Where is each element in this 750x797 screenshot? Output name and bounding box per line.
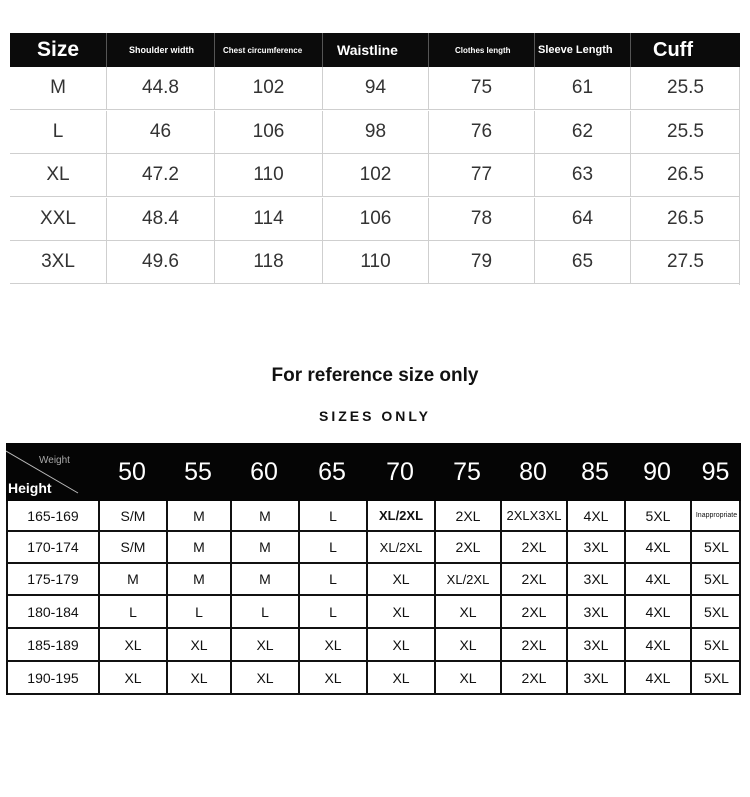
measurement-cell: 48.4 xyxy=(106,198,214,240)
measurement-cell: 77 xyxy=(428,154,534,196)
size-cell: 4XL xyxy=(624,629,690,660)
size-cell: 3XL xyxy=(566,596,624,627)
size-cell: XL/2XL xyxy=(366,501,434,530)
size-cell: M xyxy=(98,564,166,594)
measurement-cell: 76 xyxy=(428,111,534,153)
size-chart-row xyxy=(6,596,741,629)
measurement-cell: 102 xyxy=(322,154,428,196)
size-cell: XL xyxy=(366,564,434,594)
size-label-cell: XXL xyxy=(40,207,76,229)
size-cell: 5XL xyxy=(690,662,741,693)
measurement-cell: 62 xyxy=(534,111,630,153)
table-row xyxy=(10,154,740,197)
size-cell: 3XL xyxy=(566,532,624,562)
size-cell: 5XL xyxy=(690,629,741,660)
size-cell: XL/2XL xyxy=(434,564,500,594)
size-cell: 4XL xyxy=(566,501,624,530)
measurement-cell: 106 xyxy=(322,198,428,240)
measurement-cell: 64 xyxy=(534,198,630,240)
measurement-cell: 110 xyxy=(214,154,322,196)
height-range-cell: 180-184 xyxy=(6,596,98,627)
size-cell: XL xyxy=(366,596,434,627)
size-cell: XL xyxy=(434,629,500,660)
size-cell: XL xyxy=(166,629,230,660)
measurement-cell: 65 xyxy=(534,241,630,283)
weight-header-65: 65 xyxy=(318,457,346,486)
table-row xyxy=(10,111,740,154)
size-cell: 4XL xyxy=(624,662,690,693)
table-row xyxy=(10,241,740,284)
size-cell: XL xyxy=(98,629,166,660)
size-cell: XL xyxy=(298,629,366,660)
size-cell: XL xyxy=(434,662,500,693)
weight-header-60: 60 xyxy=(250,457,278,486)
measurement-cell: 26.5 xyxy=(630,154,740,196)
weight-header-55: 55 xyxy=(184,457,212,486)
measurement-cell: 44.8 xyxy=(106,67,214,109)
corner-height-label: Height xyxy=(8,480,52,496)
size-chart-row xyxy=(6,662,741,695)
header-sleeve-length: Sleeve Length xyxy=(534,33,630,67)
size-cell: 2XL xyxy=(434,501,500,530)
size-cell: XL xyxy=(366,662,434,693)
header-size: Size xyxy=(36,38,80,61)
corner-weight-label: Weight xyxy=(39,455,70,466)
measurement-cell: 46 xyxy=(106,111,214,153)
height-range-cell: 185-189 xyxy=(6,629,98,660)
measurement-table xyxy=(10,33,740,285)
size-cell: XL xyxy=(98,662,166,693)
size-cell: L xyxy=(98,596,166,627)
measurement-cell: 114 xyxy=(214,198,322,240)
weight-header-70: 70 xyxy=(386,457,414,486)
size-cell: Inappropriate xyxy=(690,501,741,530)
measurement-cell: 98 xyxy=(322,111,428,153)
size-cell: M xyxy=(166,501,230,530)
measurement-cell: 26.5 xyxy=(630,198,740,240)
size-cell: 2XL xyxy=(500,564,566,594)
size-cell: M xyxy=(230,564,298,594)
measurement-cell: 110 xyxy=(322,241,428,283)
size-cell: M xyxy=(166,564,230,594)
weight-header-95: 95 xyxy=(701,457,730,486)
size-cell: M xyxy=(230,501,298,530)
measurement-cell: 102 xyxy=(214,67,322,109)
header-waistline: Waistline xyxy=(322,33,428,67)
size-cell: L xyxy=(298,532,366,562)
size-cell: L xyxy=(166,596,230,627)
size-cell: XL xyxy=(166,662,230,693)
height-range-cell: 190-195 xyxy=(6,662,98,693)
size-cell: 5XL xyxy=(690,596,741,627)
size-cell: L xyxy=(298,596,366,627)
size-cell: 5XL xyxy=(690,564,741,594)
measurement-cell: 61 xyxy=(534,67,630,109)
size-cell: XL xyxy=(434,596,500,627)
weight-header-50: 50 xyxy=(118,457,146,486)
size-cell: 2XL xyxy=(500,629,566,660)
size-cell: 4XL xyxy=(624,596,690,627)
size-cell: L xyxy=(230,596,298,627)
size-chart-header xyxy=(6,443,741,501)
height-range-cell: 165-169 xyxy=(6,501,98,530)
weight-header-85: 85 xyxy=(581,457,609,486)
measurement-cell: 94 xyxy=(322,67,428,109)
size-cell: 4XL xyxy=(624,564,690,594)
size-cell: S/M xyxy=(98,532,166,562)
size-cell: XL xyxy=(230,662,298,693)
size-cell: XL xyxy=(230,629,298,660)
size-label-cell: L xyxy=(52,120,64,142)
height-range-cell: 170-174 xyxy=(6,532,98,562)
size-cell: 2XL xyxy=(500,662,566,693)
size-cell: XL xyxy=(298,662,366,693)
measurement-cell: 25.5 xyxy=(630,67,740,109)
measurement-cell: 118 xyxy=(214,241,322,283)
size-cell: S/M xyxy=(98,501,166,530)
size-cell: XL/2XL xyxy=(366,532,434,562)
measurement-cell: 106 xyxy=(214,111,322,153)
size-cell: 2XL xyxy=(434,532,500,562)
header-chest-circumference: Chest circumference xyxy=(214,33,322,67)
size-cell: 2XLX3XL xyxy=(500,501,566,530)
size-chart-row xyxy=(6,501,741,532)
size-cell: XL xyxy=(366,629,434,660)
measurement-cell: 75 xyxy=(428,67,534,109)
header-cuff: Cuff xyxy=(630,33,740,67)
size-cell: 3XL xyxy=(566,629,624,660)
measurement-table-header xyxy=(10,33,740,67)
reference-title: For reference size only xyxy=(271,365,479,386)
table-row xyxy=(10,67,740,110)
size-cell: M xyxy=(230,532,298,562)
size-chart-row xyxy=(6,532,741,564)
size-cell: L xyxy=(298,501,366,530)
size-cell: L xyxy=(298,564,366,594)
size-cell: M xyxy=(166,532,230,562)
size-cell: 5XL xyxy=(690,532,741,562)
measurement-cell: 27.5 xyxy=(630,241,740,283)
size-cell: 5XL xyxy=(624,501,690,530)
size-chart-row xyxy=(6,629,741,662)
measurement-cell: 49.6 xyxy=(106,241,214,283)
size-chart-table xyxy=(6,443,741,695)
size-cell: 3XL xyxy=(566,564,624,594)
header-clothes-length: Clothes length xyxy=(428,33,534,67)
size-label-cell: 3XL xyxy=(41,251,75,273)
size-cell: 2XL xyxy=(500,532,566,562)
size-cell: 4XL xyxy=(624,532,690,562)
sizes-only-subtitle: SIZES ONLY xyxy=(319,408,431,424)
measurement-cell: 78 xyxy=(428,198,534,240)
size-cell: 2XL xyxy=(500,596,566,627)
size-chart-row xyxy=(6,564,741,596)
weight-header-90: 90 xyxy=(643,457,671,486)
weight-header-80: 80 xyxy=(519,457,547,486)
measurement-cell: 63 xyxy=(534,154,630,196)
table-row xyxy=(10,198,740,241)
measurement-cell: 79 xyxy=(428,241,534,283)
measurement-cell: 47.2 xyxy=(106,154,214,196)
weight-header-75: 75 xyxy=(453,457,481,486)
size-cell: 3XL xyxy=(566,662,624,693)
size-label-cell: M xyxy=(50,77,66,98)
size-label-cell: XL xyxy=(46,164,70,186)
header-shoulder-width: Shoulder width xyxy=(106,33,214,67)
height-range-cell: 175-179 xyxy=(6,564,98,594)
measurement-cell: 25.5 xyxy=(630,111,740,153)
